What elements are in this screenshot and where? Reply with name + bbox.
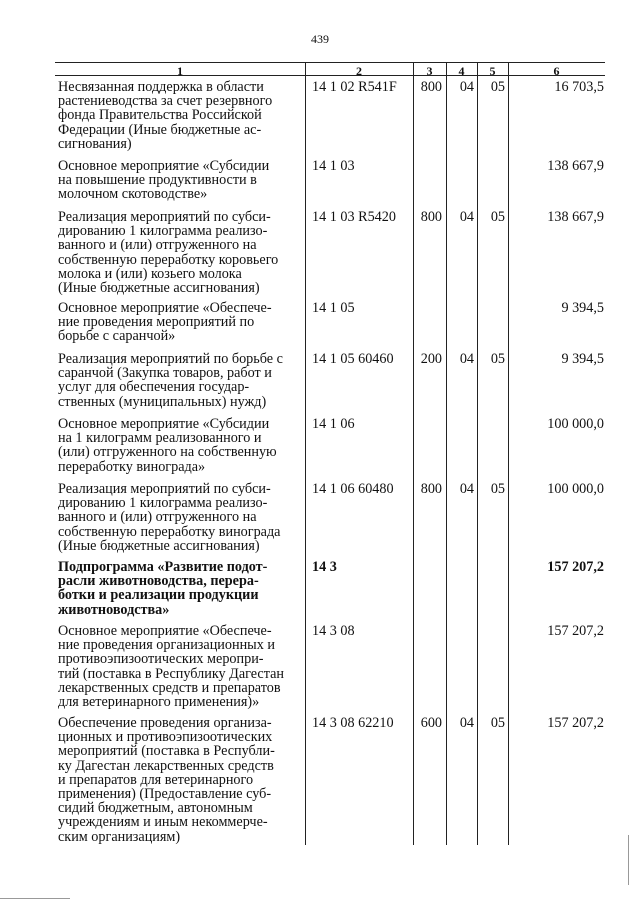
column-divider: [446, 62, 447, 845]
row-description: Основное мероприятие «Субсидии на повышение продуктивности в молочном скотоводстве»: [58, 158, 270, 203]
column-header: 2: [356, 64, 362, 78]
scan-artifact-line: [628, 835, 629, 885]
row-col3: 800: [420, 481, 442, 497]
subprogram-title: Подпрограмма «Развитие подот- расли животноводства, перера- ботки и реализации продукции животноводства»: [58, 559, 268, 618]
row-amount: 138 667,9: [547, 158, 604, 174]
column-header: 6: [553, 64, 560, 78]
row-description: Реализация мероприятий по борьбе с саранчой (Закупка товаров, работ и услуг для обеспечения государ- ственных (муниципальных) нужд): [58, 351, 283, 410]
row-amount: 157 207,2: [547, 559, 604, 575]
page-number: 439: [311, 32, 329, 46]
row-code: 14 3: [312, 559, 337, 575]
row-amount: 9 394,5: [561, 351, 604, 367]
row-description: Основное мероприятие «Обеспече- ние проведения организационных и противоэпизоотических меропри- тий (поставка в Республику Дагестан лекарственных средств и препаратов для ветеринарного применения)»: [58, 623, 284, 711]
column-header: 3: [426, 64, 433, 78]
row-col5: 05: [490, 715, 505, 731]
row-description: Реализация мероприятий по субси- дированию 1 килограмма реализо- ванного и (или) отгруженного на собственную переработку винограда (Иные бюджетные ассигнования): [58, 481, 281, 554]
row-amount: 157 207,2: [547, 715, 604, 731]
row-code: 14 1 05 60460: [312, 351, 394, 367]
row-amount: 16 703,5: [554, 79, 604, 95]
row-col4: 04: [459, 715, 474, 731]
row-code: 14 1 06: [312, 416, 355, 432]
row-amount: 9 394,5: [561, 300, 604, 316]
row-col5: 05: [490, 481, 505, 497]
row-col3: 800: [420, 209, 442, 225]
column-header: 4: [458, 64, 465, 78]
row-description: Несвязанная поддержка в области растениеводства за счет резервного фонда Правительства Российской Федерации (Иные бюджетные ас- сигнования): [58, 79, 273, 152]
column-divider: [305, 62, 306, 845]
row-col5: 05: [490, 209, 505, 225]
row-code: 14 1 03 R5420: [312, 209, 396, 225]
row-col4: 04: [459, 481, 474, 497]
row-code: 14 1 06 60480: [312, 481, 394, 497]
row-code: 14 1 02 R541F: [312, 79, 397, 95]
row-code: 14 3 08 62210: [312, 715, 394, 731]
column-divider: [477, 62, 478, 845]
row-code: 14 1 03: [312, 158, 355, 174]
row-col3: 200: [420, 351, 442, 367]
row-code: 14 3 08: [312, 623, 355, 639]
row-col5: 05: [490, 79, 505, 95]
row-col4: 04: [459, 79, 474, 95]
row-amount: 138 667,9: [547, 209, 604, 225]
row-code: 14 1 05: [312, 300, 355, 316]
row-description: Обеспечение проведения организа- ционных и противоэпизоотических мероприятий (поставка в Республи- ку Дагестан лекарственных средств и препаратов для ветеринарного применения) (Предоставление суб- сидий бюджетным, автономным учреждениям и иным некоммерче- ским организациям): [58, 715, 275, 845]
column-header: 1: [177, 64, 183, 78]
row-amount: 100 000,0: [547, 481, 604, 497]
column-divider: [508, 62, 509, 845]
column-header: 5: [489, 64, 496, 78]
row-description: Реализация мероприятий по субси- дированию 1 килограмма реализо- ванного и (или) отгруженного на собственную переработку коровьего молока и (или) козьего молока (Иные бюджетные ассигнования): [58, 209, 279, 297]
scan-artifact-line: [0, 898, 70, 899]
row-description: Основное мероприятие «Обеспече- ние проведения мероприятий по борьбе с саранчой»: [58, 300, 272, 345]
row-amount: 100 000,0: [547, 416, 604, 432]
row-description: Основное мероприятие «Субсидии на 1 килограмм реализованного и (или) отгруженного на собственную переработку винограда»: [58, 416, 277, 475]
row-col5: 05: [490, 351, 505, 367]
row-col3: 800: [420, 79, 442, 95]
table-top-border: [55, 62, 605, 63]
row-col3: 600: [420, 715, 442, 731]
row-col4: 04: [459, 209, 474, 225]
row-amount: 157 207,2: [547, 623, 604, 639]
row-col4: 04: [459, 351, 474, 367]
column-divider: [413, 62, 414, 845]
